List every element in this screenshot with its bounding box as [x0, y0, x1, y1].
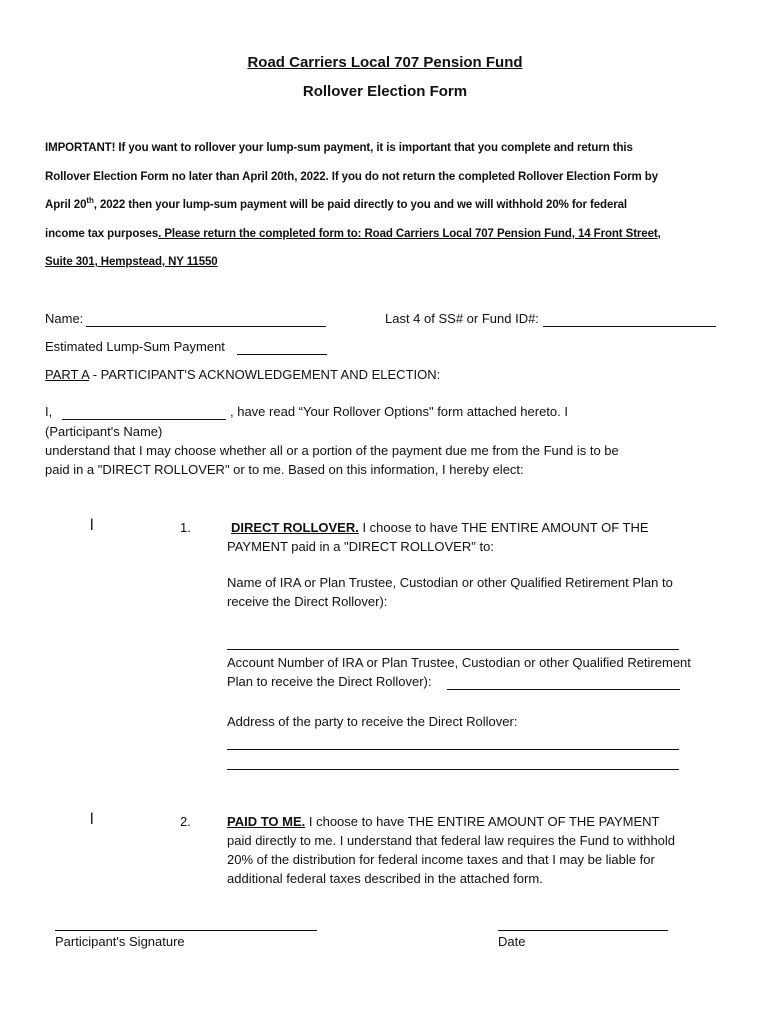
address-field-1[interactable]: [227, 749, 679, 750]
important-line-1: IMPORTANT! If you want to rollover your lump-sum payment, it is important that you complete and return this: [45, 142, 633, 154]
option-1-number: 1.: [180, 520, 191, 535]
paid-to-me-title: PAID TO ME.: [227, 814, 306, 829]
option-1-line-2: PAYMENT paid in a "DIRECT ROLLOVER" to:: [227, 539, 494, 554]
understand-line-1: understand that I may choose whether all or a portion of the payment due me from the Fund is to be: [45, 443, 619, 458]
paid-to-me-checkbox[interactable]: l: [90, 811, 94, 828]
account-label-1: Account Number of IRA or Plan Trustee, Custodian or other Qualified Retirement: [227, 655, 691, 670]
part-a-title: - PARTICIPANT'S ACKNOWLEDGEMENT AND ELECTION:: [89, 367, 441, 382]
form-title: Road Carriers Local 707 Pension Fund: [247, 54, 523, 71]
part-a-label: PART A: [45, 367, 90, 382]
name-field[interactable]: [86, 326, 326, 327]
ssn-field[interactable]: [543, 326, 716, 327]
important-line-4: [45, 228, 661, 240]
lump-sum-field[interactable]: [237, 354, 327, 355]
option-2-line-2: paid directly to me. I understand that federal law requires the Fund to withhold: [227, 833, 676, 848]
option-2-line-4: additional federal taxes described in the attached form.: [227, 871, 543, 886]
name-label: Name:: [45, 311, 84, 326]
form-subtitle: Rollover Election Form: [302, 83, 468, 100]
participant-name-hint: (Participant's Name): [45, 424, 163, 439]
date-label: Date: [498, 934, 526, 949]
signature-label: Participant's Signature: [55, 934, 185, 949]
option-2-line-1: [227, 814, 659, 829]
lump-sum-label: Estimated Lump-Sum Payment: [45, 339, 225, 354]
option-2-line-3: 20% of the distribution for federal income taxes and that I may be liable for: [227, 852, 655, 867]
important-date: April 20: [45, 199, 87, 211]
understand-line-2: paid in a "DIRECT ROLLOVER" or to me. Based on this information, I hereby elect:: [45, 462, 524, 477]
signature-field[interactable]: [55, 930, 317, 931]
address-label: Address of the party to receive the Direct Rollover:: [227, 714, 518, 729]
account-label-2: Plan to receive the Direct Rollover):: [227, 674, 432, 689]
date-field[interactable]: [498, 930, 668, 931]
return-address: . Please return the completed form to: Road Carriers Local 707 Pension Fund, 14 Front Street,: [158, 228, 661, 240]
i-prefix: I,: [45, 404, 53, 419]
option-1-line-1: [231, 520, 649, 535]
important-date-suffix: th: [86, 196, 94, 206]
important-line-3: [45, 196, 628, 211]
ssn-label: Last 4 of SS# or Fund ID#:: [385, 311, 539, 326]
direct-rollover-title: DIRECT ROLLOVER.: [231, 520, 359, 535]
paid-to-me-text: I choose to have THE ENTIRE AMOUNT OF THE PAYMENT: [305, 814, 660, 829]
read-statement: , have read “Your Rollover Options" form attached hereto. I: [230, 404, 568, 419]
important-line-4-text: income tax purposes: [45, 228, 159, 240]
direct-rollover-text: I choose to have THE ENTIRE AMOUNT OF THE: [358, 520, 649, 535]
trustee-label-2: receive the Direct Rollover):: [227, 594, 388, 609]
important-line-3-text: , 2022 then your lump-sum payment will be paid directly to you and we will withhold 20% for federal: [93, 199, 628, 211]
part-a-heading: [45, 367, 440, 382]
address-field-2[interactable]: [227, 769, 679, 770]
trustee-name-field[interactable]: [227, 649, 679, 650]
option-2-number: 2.: [180, 814, 191, 829]
return-address-line-2: Suite 301, Hempstead, NY 11550: [45, 256, 218, 268]
important-line-2: Rollover Election Form no later than April 20th, 2022. If you do not return the completed Rollover Election Form by: [45, 171, 658, 183]
account-number-field[interactable]: [447, 689, 680, 690]
direct-rollover-checkbox[interactable]: l: [90, 517, 94, 534]
participant-name-field[interactable]: [62, 419, 226, 420]
trustee-label-1: Name of IRA or Plan Trustee, Custodian or other Qualified Retirement Plan to: [227, 575, 673, 590]
